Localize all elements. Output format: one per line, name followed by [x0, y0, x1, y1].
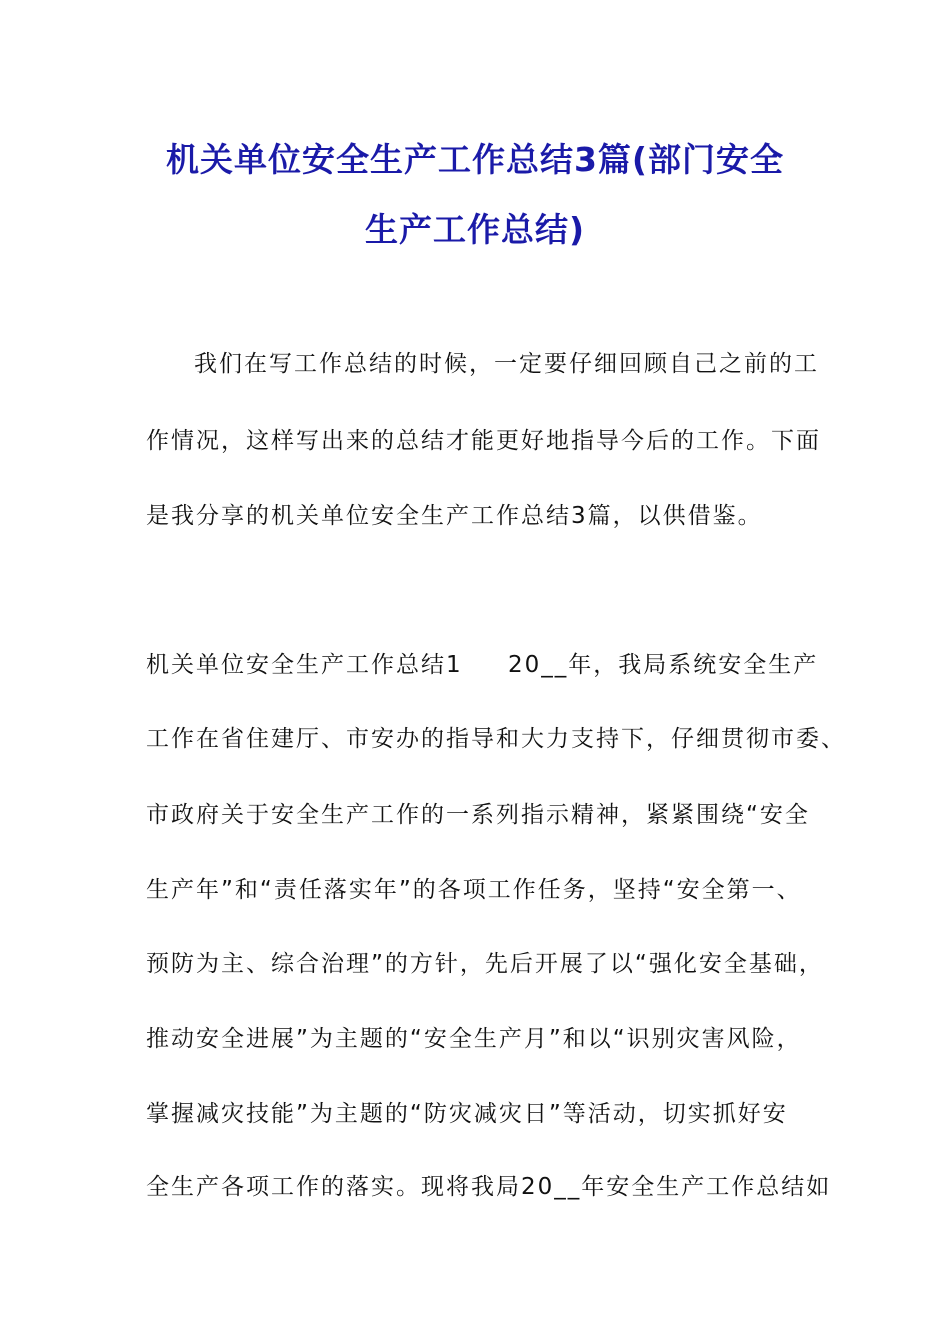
- section-1-line-3: 市政府关于安全生产工作的一系列指示精神，紧紧围绕“安全: [146, 802, 810, 828]
- section-1-line-8: 全生产各项工作的落实。现将我局20__年安全生产工作总结如: [146, 1174, 832, 1200]
- section-1-line-7: 掌握减灾技能”为主题的“防灾减灾日”等活动，切实抓好安: [146, 1101, 788, 1127]
- section-1-heading: 机关单位安全生产工作总结1: [146, 652, 463, 678]
- section-1-line-5: 预防为主、综合治理”的方针，先后开展了以“强化安全基础，: [146, 951, 824, 977]
- section-1-line-2: 工作在省住建厅、市安办的指导和大力支持下，仔细贯彻市委、: [146, 726, 846, 752]
- intro-line-1: 我们在写工作总结的时候，一定要仔细回顾自己之前的工: [194, 351, 819, 377]
- section-1-opening: 20__年，我局系统安全生产: [508, 652, 819, 678]
- section-1-line-6: 推动安全进展”为主题的“安全生产月”和以“识别灾害风险，: [146, 1026, 802, 1052]
- document-title-line-1: 机关单位安全生产工作总结3篇(部门安全: [165, 140, 785, 179]
- intro-line-2: 作情况，这样写出来的总结才能更好地指导今后的工作。下面: [146, 428, 821, 454]
- intro-line-3: 是我分享的机关单位安全生产工作总结3篇，以供借鉴。: [146, 503, 763, 529]
- document-title-line-2: 生产工作总结): [364, 210, 586, 249]
- section-1-first-line: [146, 646, 818, 679]
- section-1-line-4: 生产年”和“责任落实年”的各项工作任务，坚持“安全第一、: [146, 877, 802, 903]
